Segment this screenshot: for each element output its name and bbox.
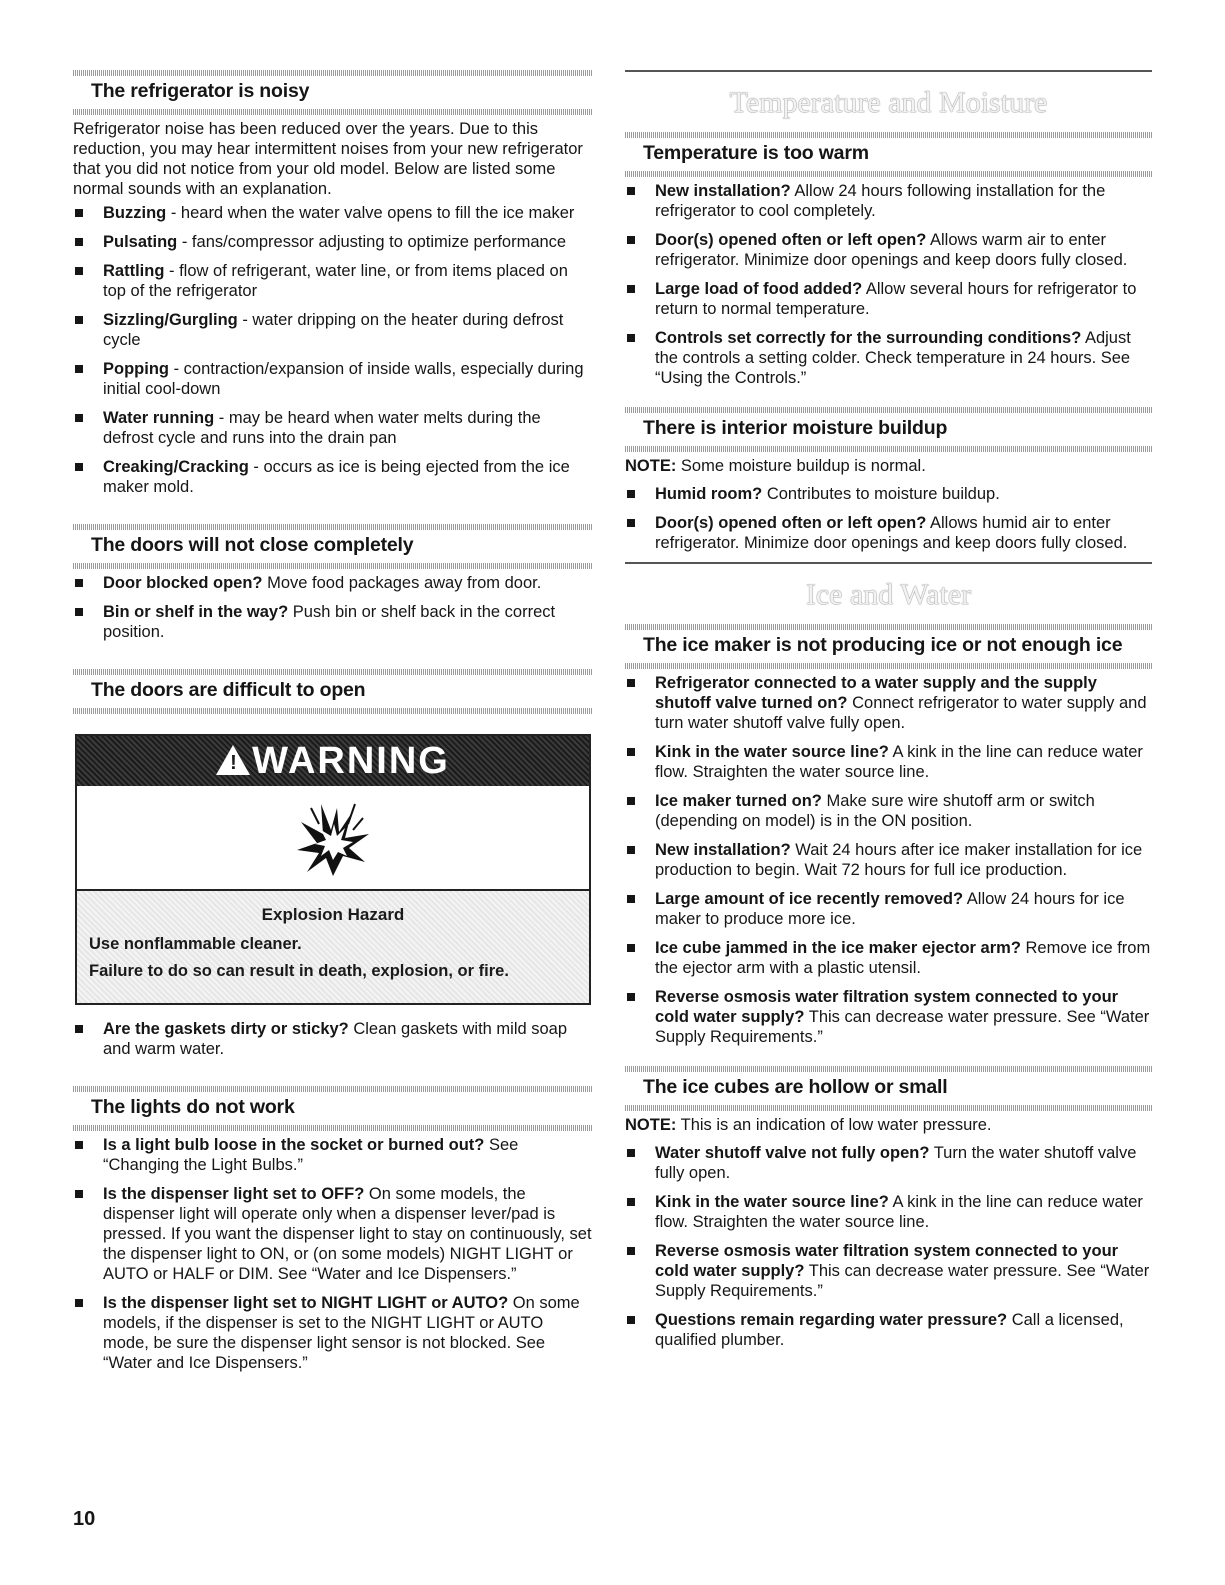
- section-header-lights: The lights do not work: [73, 1086, 593, 1125]
- list-item: New installation? Allow 24 hours following installation for the refrigerator to cool completely.: [625, 181, 1152, 221]
- right-column: [625, 70, 1152, 1359]
- doors-open-list: [73, 1019, 593, 1059]
- warning-body: [77, 891, 589, 1003]
- lights-list: [73, 1135, 593, 1373]
- warning-line-2: Failure to do so can result in death, explosion, or fire.: [89, 962, 509, 980]
- section-header-noisy: The refrigerator is noisy: [73, 70, 593, 109]
- list-item: Pulsating - fans/compressor adjusting to optimize performance: [73, 232, 593, 252]
- list-item: Is the dispenser light set to OFF? On some models, the dispenser light will operate only when a dispenser lever/pad is pressed. If you want the dispenser light to stay on continuously, set the dispenser light to ON, or (on some models) NIGHT LIGHT or AUTO or HALF or DIM. See “Water and Ice Dispensers.”: [73, 1184, 593, 1284]
- list-item: Large amount of ice recently removed? Allow 24 hours for ice maker to produce more ice.: [625, 889, 1152, 929]
- list-item: Kink in the water source line? A kink in the line can reduce water flow. Straighten the water source line.: [625, 742, 1152, 782]
- list-item: Kink in the water source line? A kink in the line can reduce water flow. Straighten the water source line.: [625, 1192, 1152, 1232]
- list-item: Door(s) opened often or left open? Allows humid air to enter refrigerator. Minimize door openings and keep doors fully closed.: [625, 513, 1152, 553]
- warning-label: WARNING: [252, 740, 450, 782]
- list-item: Is a light bulb loose in the socket or burned out? See “Changing the Light Bulbs.”: [73, 1135, 593, 1175]
- noisy-intro: Refrigerator noise has been reduced over the years. Due to this reduction, you may hear intermittent noises from your new refrigerator that you did not notice from your old model. Below are listed some normal sounds with an explanation.: [73, 120, 583, 198]
- list-item: Water shutoff valve not fully open? Turn the water shutoff valve fully open.: [625, 1143, 1152, 1183]
- section-header-doors-open: The doors are difficult to open: [73, 669, 593, 708]
- section-header-hollow: The ice cubes are hollow or small: [625, 1066, 1152, 1105]
- list-item: Sizzling/Gurgling - water dripping on the heater during defrost cycle: [73, 310, 593, 350]
- section-header-warm: Temperature is too warm: [625, 132, 1152, 171]
- list-item: Rattling - flow of refrigerant, water line, or from items placed on top of the refrigerator: [73, 261, 593, 301]
- warning-triangle-icon: !: [216, 745, 250, 775]
- list-item: Water running - may be heard when water melts during the defrost cycle and runs into the drain pan: [73, 408, 593, 448]
- hollow-list: [625, 1143, 1152, 1350]
- warning-hazard: Explosion Hazard: [261, 905, 405, 924]
- list-item: Ice cube jammed in the ice maker ejector arm? Remove ice from the ejector arm with a plastic utensil.: [625, 938, 1152, 978]
- section-header-moisture: There is interior moisture buildup: [625, 407, 1152, 446]
- list-item: Refrigerator connected to a water supply and the supply shutoff valve turned on? Connect refrigerator to water supply and turn water shutoff valve fully open.: [625, 673, 1152, 733]
- warning-line-1: Use nonflammable cleaner.: [89, 935, 302, 953]
- list-item: Reverse osmosis water filtration system connected to your cold water supply? This can decrease water pressure. See “Water Supply Requirements.”: [625, 987, 1152, 1047]
- explosion-icon: [77, 786, 589, 891]
- moisture-note: NOTE: Some moisture buildup is normal.: [625, 457, 926, 475]
- section-header-doors-close: The doors will not close completely: [73, 524, 593, 563]
- ice-maker-list: [625, 673, 1152, 1047]
- page-number: 10: [73, 1508, 96, 1530]
- list-item: Large load of food added? Allow several hours for refrigerator to return to normal temperature.: [625, 279, 1152, 319]
- list-item: Door(s) opened often or left open? Allows warm air to enter refrigerator. Minimize door openings and keep doors fully closed.: [625, 230, 1152, 270]
- warning-header: [77, 736, 589, 786]
- hollow-note: NOTE: This is an indication of low water pressure.: [625, 1116, 992, 1134]
- moisture-list: [625, 484, 1152, 553]
- doors-close-list: [73, 573, 593, 642]
- list-item: Questions remain regarding water pressure? Call a licensed, qualified plumber.: [625, 1310, 1152, 1350]
- list-item: Humid room? Contributes to moisture buildup.: [625, 484, 1152, 504]
- list-item: New installation? Wait 24 hours after ice maker installation for ice production to begin. Wait 72 hours for full ice production.: [625, 840, 1152, 880]
- warm-list: [625, 181, 1152, 388]
- list-item: Popping - contraction/expansion of inside walls, especially during initial cool-down: [73, 359, 593, 399]
- noisy-list: [73, 203, 593, 497]
- list-item: Bin or shelf in the way? Push bin or shelf back in the correct position.: [73, 602, 593, 642]
- left-column: [73, 70, 593, 1382]
- list-item: Are the gaskets dirty or sticky? Clean gaskets with mild soap and warm water.: [73, 1019, 593, 1059]
- warning-box: [75, 734, 591, 1005]
- section-title-ice: Ice and Water: [625, 562, 1152, 618]
- list-item: Reverse osmosis water filtration system connected to your cold water supply? This can decrease water pressure. See “Water Supply Requirements.”: [625, 1241, 1152, 1301]
- list-item: Controls set correctly for the surrounding conditions? Adjust the controls a setting colder. Check temperature in 24 hours. See “Using the Controls.”: [625, 328, 1152, 388]
- list-item: Ice maker turned on? Make sure wire shutoff arm or switch (depending on model) is in the ON position.: [625, 791, 1152, 831]
- list-item: Is the dispenser light set to NIGHT LIGHT or AUTO? On some models, if the dispenser is set to the NIGHT LIGHT or AUTO mode, be sure the dispenser light sensor is not blocked. See “Water and Ice Dispensers.”: [73, 1293, 593, 1373]
- list-item: Buzzing - heard when the water valve opens to fill the ice maker: [73, 203, 593, 223]
- list-item: Creaking/Cracking - occurs as ice is being ejected from the ice maker mold.: [73, 457, 593, 497]
- list-item: Door blocked open? Move food packages away from door.: [73, 573, 593, 593]
- section-header-ice-maker: The ice maker is not producing ice or not enough ice: [625, 624, 1152, 663]
- section-title-temperature: Temperature and Moisture: [625, 70, 1152, 126]
